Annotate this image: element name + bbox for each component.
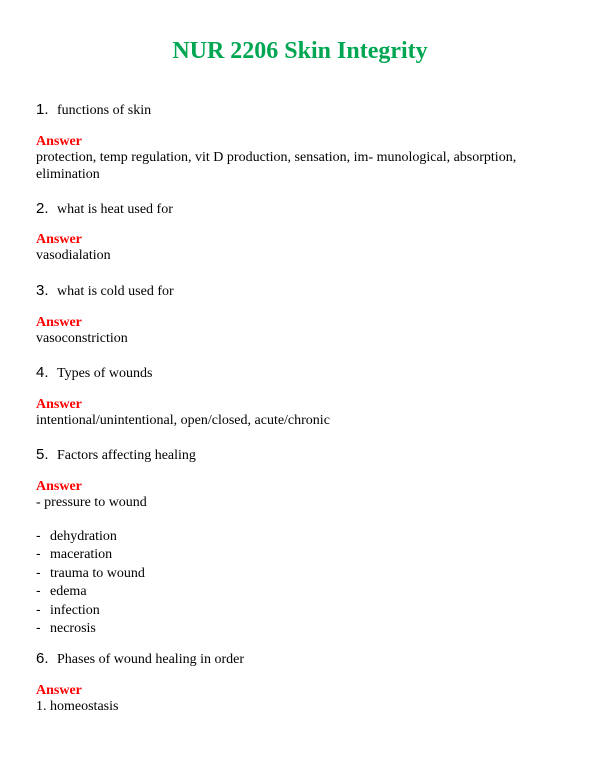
bullet-text: infection bbox=[50, 602, 100, 618]
bullet-item bbox=[36, 545, 145, 563]
bullet-item bbox=[36, 601, 145, 619]
answer-label: Answer bbox=[36, 315, 82, 330]
bullet-text: maceration bbox=[50, 547, 113, 563]
page-title: NUR 2206 Skin Integrity bbox=[172, 38, 428, 64]
question-text: what is cold used for bbox=[57, 284, 174, 299]
answer-label: Answer bbox=[36, 397, 82, 412]
bullet-marker: - bbox=[36, 582, 41, 599]
bullet-text: dehydration bbox=[50, 529, 117, 544]
answer-text: 1. homeostasis bbox=[36, 699, 119, 714]
question-number: 6. bbox=[36, 650, 49, 667]
bullet-marker: - bbox=[36, 600, 41, 617]
question-number: 2. bbox=[36, 200, 49, 217]
answer-label: Answer bbox=[36, 683, 82, 698]
question-2 bbox=[36, 200, 173, 218]
answer-label: Answer bbox=[36, 134, 82, 149]
bullet-marker: - bbox=[36, 563, 41, 580]
question-6 bbox=[36, 650, 244, 668]
question-text: what is heat used for bbox=[57, 202, 173, 217]
factors-bullet-list bbox=[36, 527, 145, 637]
answer-text: - pressure to wound bbox=[36, 495, 147, 510]
answer-label: Answer bbox=[36, 232, 82, 247]
question-1 bbox=[36, 101, 151, 119]
question-text: Phases of wound healing in order bbox=[57, 652, 245, 667]
bullet-item bbox=[36, 527, 145, 545]
question-4 bbox=[36, 364, 152, 382]
answer-text: intentional/unintentional, open/closed, acute/chronic bbox=[36, 413, 330, 428]
bullet-marker: - bbox=[36, 527, 41, 543]
answer-text: vasoconstriction bbox=[36, 331, 128, 346]
bullet-text: necrosis bbox=[50, 621, 96, 637]
question-3 bbox=[36, 282, 174, 300]
question-text: Types of wounds bbox=[57, 366, 153, 381]
question-number: 5. bbox=[36, 446, 49, 463]
bullet-text: edema bbox=[50, 584, 87, 600]
bullet-item bbox=[36, 619, 145, 637]
question-number: 1. bbox=[36, 101, 49, 118]
bullet-text: trauma to wound bbox=[50, 565, 145, 581]
question-5 bbox=[36, 446, 196, 464]
question-number: 4. bbox=[36, 364, 49, 381]
answer-text: vasodialation bbox=[36, 248, 111, 263]
bullet-marker: - bbox=[36, 545, 41, 562]
bullet-item bbox=[36, 582, 145, 600]
answer-label: Answer bbox=[36, 479, 82, 494]
answer-text: protection, temp regulation, vit D production, sensation, im- munological, absorption, elimination bbox=[36, 150, 517, 182]
bullet-marker: - bbox=[36, 619, 41, 636]
question-text: Factors affecting healing bbox=[57, 448, 196, 463]
question-number: 3. bbox=[36, 282, 49, 299]
bullet-item bbox=[36, 564, 145, 582]
question-text: functions of skin bbox=[57, 103, 152, 118]
